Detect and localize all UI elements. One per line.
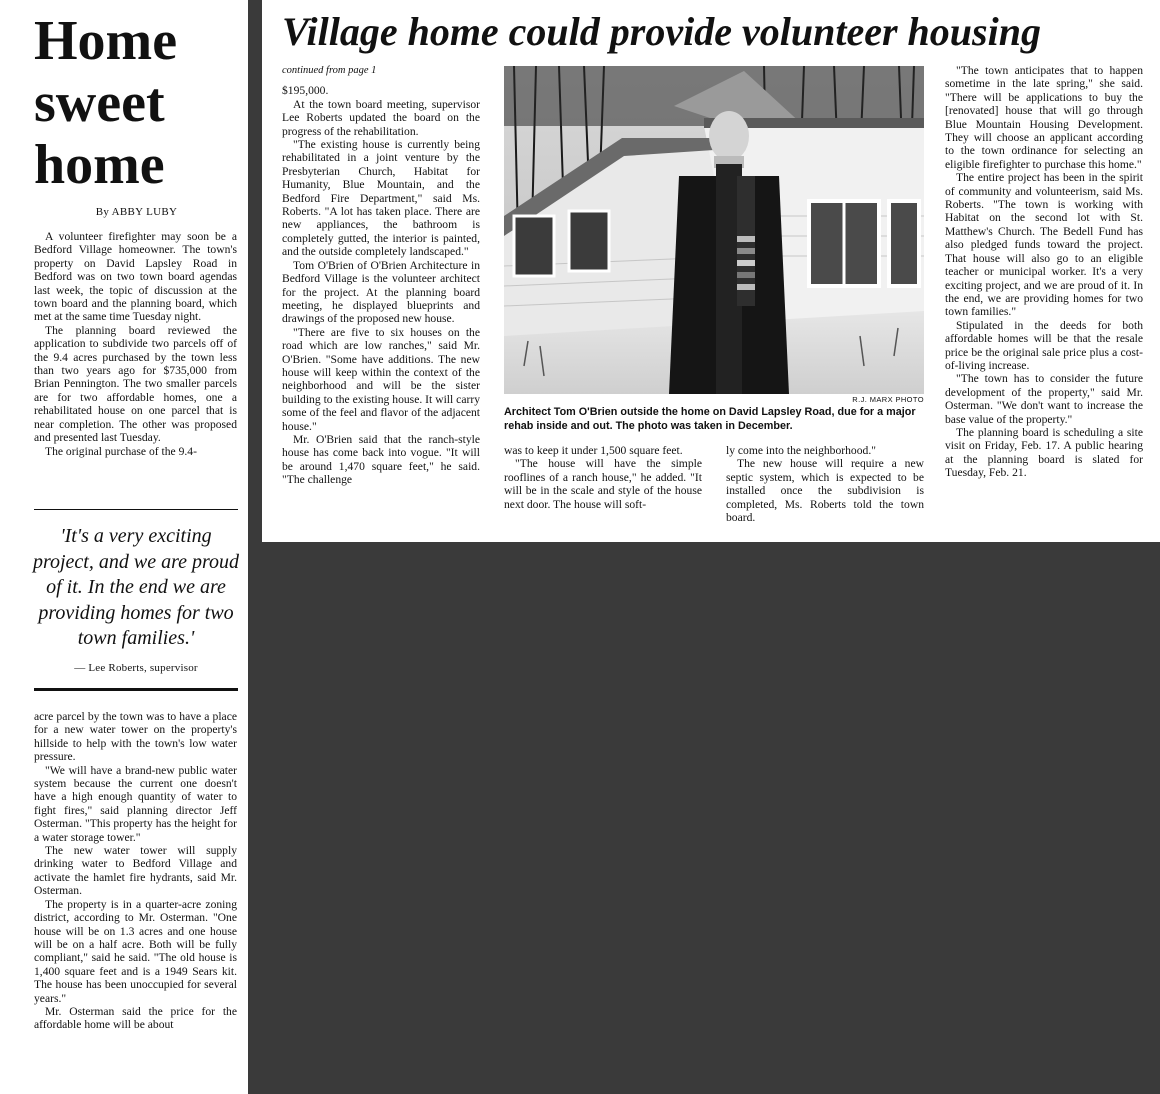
pull-quote: 'It's a very exciting project, and we are proud of it. In the end we are providing homes for two town families.'	[32, 525, 240, 649]
paragraph: Mr. O'Brien said that the ranch-style house has come back into vogue. "It will be around 1,470 square feet," he said. "The challenge	[282, 432, 480, 487]
paragraph: "The town has to consider the future development of the property," said Mr. Osterman. "We don't want to increase the base value of the property."	[945, 372, 1143, 426]
paragraph: Stipulated in the deeds for both affordable homes will be that the resale price be the original sale price plus a cost-of-living increase.	[945, 318, 1143, 372]
left-column-bottom-text	[34, 710, 237, 1032]
paragraph: $195,000.	[282, 84, 329, 98]
headline-line: home	[34, 134, 165, 196]
paragraph: Mr. Osterman said the price for the affordable home will be about	[34, 1004, 237, 1032]
paragraph: At the town board meeting, supervisor Lee Roberts updated the board on the progress of the rehabilitation.	[282, 97, 480, 138]
article-column-2	[504, 444, 702, 511]
article-column-4	[945, 64, 1143, 480]
house-photo	[504, 66, 924, 394]
divider-rule-thick	[34, 688, 238, 691]
article-column-1	[282, 64, 480, 487]
left-article-panel	[0, 0, 248, 1094]
headline-line: sweet	[34, 72, 165, 134]
left-column-top-text	[34, 230, 237, 458]
photo-illustration	[504, 66, 924, 394]
paragraph: was to keep it under 1,500 square feet.	[504, 444, 683, 457]
paragraph: acre parcel by the town was to have a place for a new water tower on the property's hillside to help with the town's low water pressure.	[34, 710, 237, 764]
paragraph: The planning board is scheduling a site visit on Friday, Feb. 17. A public hearing at the planning board is slated for Tuesday, Feb. 21.	[945, 425, 1143, 480]
sidebar-headline	[34, 10, 239, 196]
paragraph: The planning board reviewed the application to subdivide two parcels off of the 9.4 acres purchased by the town less than two years ago for $735,000 from Brian Pennington. The two smaller parcels are for two affordable homes, one a rehabilitated house on one parcel that is near completion. The other was proposed and presented last Tuesday.	[34, 323, 237, 445]
paragraph: ly come into the neighborhood."	[726, 444, 876, 457]
paragraph: "The house will have the simple rooflines of a ranch house," he added. "It will be in the scale and style of the house next door. The house will soft-	[504, 457, 702, 511]
paragraph: Tom O'Brien of O'Brien Architecture in Bedford Village is the volunteer architect for the project. At the planning board meeting, he displayed blueprints and drawings of the proposed new house.	[282, 258, 480, 326]
paragraph: The new water tower will supply drinking water to Bedford Village and activate the hamlet fire hydrants, said Mr. Osterman.	[34, 844, 237, 898]
paragraph: The property is in a quarter-acre zoning district, according to Mr. Osterman. "One house will be on 1.3 acres and one house will be on a half acre. Both will be fully compliant," said he said. "The old house is 1,400 square feet and is a 1949 Sears kit. The house has been unoccupied for several years."	[34, 897, 237, 1005]
headline-line: Home	[34, 10, 178, 72]
paragraph: "We will have a brand-new public water system because the current one doesn't have a high enough quantity of water to fight fires," said planning director Jeff Osterman. "This property has the height for a water storage tower."	[34, 763, 237, 844]
divider-rule	[34, 509, 238, 510]
article-headline: Village home could provide volunteer housing	[282, 9, 1041, 54]
paragraph: "There are five to six houses on the road which are low ranches," said Mr. O'Brien. "Some have additions. The new house will keep within the context of the neighborhood and will be the sister building to the existing house. It will carry some of the feel and flavor of the adjacent house."	[282, 325, 480, 433]
paragraph: The original purchase of the 9.4-	[45, 444, 197, 458]
paragraph: "The existing house is currently being rehabilitated in a joint venture by the Presbyterian Church, Habitat for Humanity, Blue Mountain, and the Bedford Fire Department," said Ms. Roberts. "A lot has taken place. There are new appliances, the bathroom is completely gutted, the interior is painted, and the outside completely landscaped."	[282, 138, 480, 259]
right-article-panel	[262, 0, 1160, 542]
continued-note: continued from page 1	[282, 65, 377, 76]
byline: By ABBY LUBY	[95, 206, 178, 218]
article-column-3	[726, 444, 924, 524]
paragraph: The new house will require a new septic system, which is expected to be installed once the subdivision is completed, Ms. Roberts told the town board.	[726, 457, 924, 525]
paragraph: "The town anticipates that to happen sometime in the late spring," she said. "There will be applications to buy the [renovated] house that will go through Blue Mountain Housing Development. They will choose an applicant according to the town ordinance for selecting an eligible firefighter to purchase this home."	[945, 64, 1143, 171]
photo-credit: R.J. MARX PHOTO	[852, 395, 924, 404]
photo-caption: Architect Tom O'Brien outside the home on David Lapsley Road, due for a major rehab inside and out. The photo was taken in December.	[504, 406, 916, 432]
pull-quote-attribution: — Lee Roberts, supervisor	[74, 662, 198, 674]
paragraph: The entire project has been in the spirit of community and volunteerism, said Ms. Roberts. "The town is working with Habitat on the second lot with St. Matthew's Church. The Bedell Fund has also pledged funds toward the project. That house will also go to an eligible teacher or municipal worker. It's a very exciting project, and we are proud of it. In the end, we are providing homes for two town families."	[945, 171, 1143, 319]
paragraph: A volunteer firefighter may soon be a Bedford Village homeowner. The town's property on David Lapsley Road in Bedford was on two town board agendas last week, the topic of discussion at the town board and the planning board, which met at the same time Tuesday night.	[34, 230, 237, 324]
